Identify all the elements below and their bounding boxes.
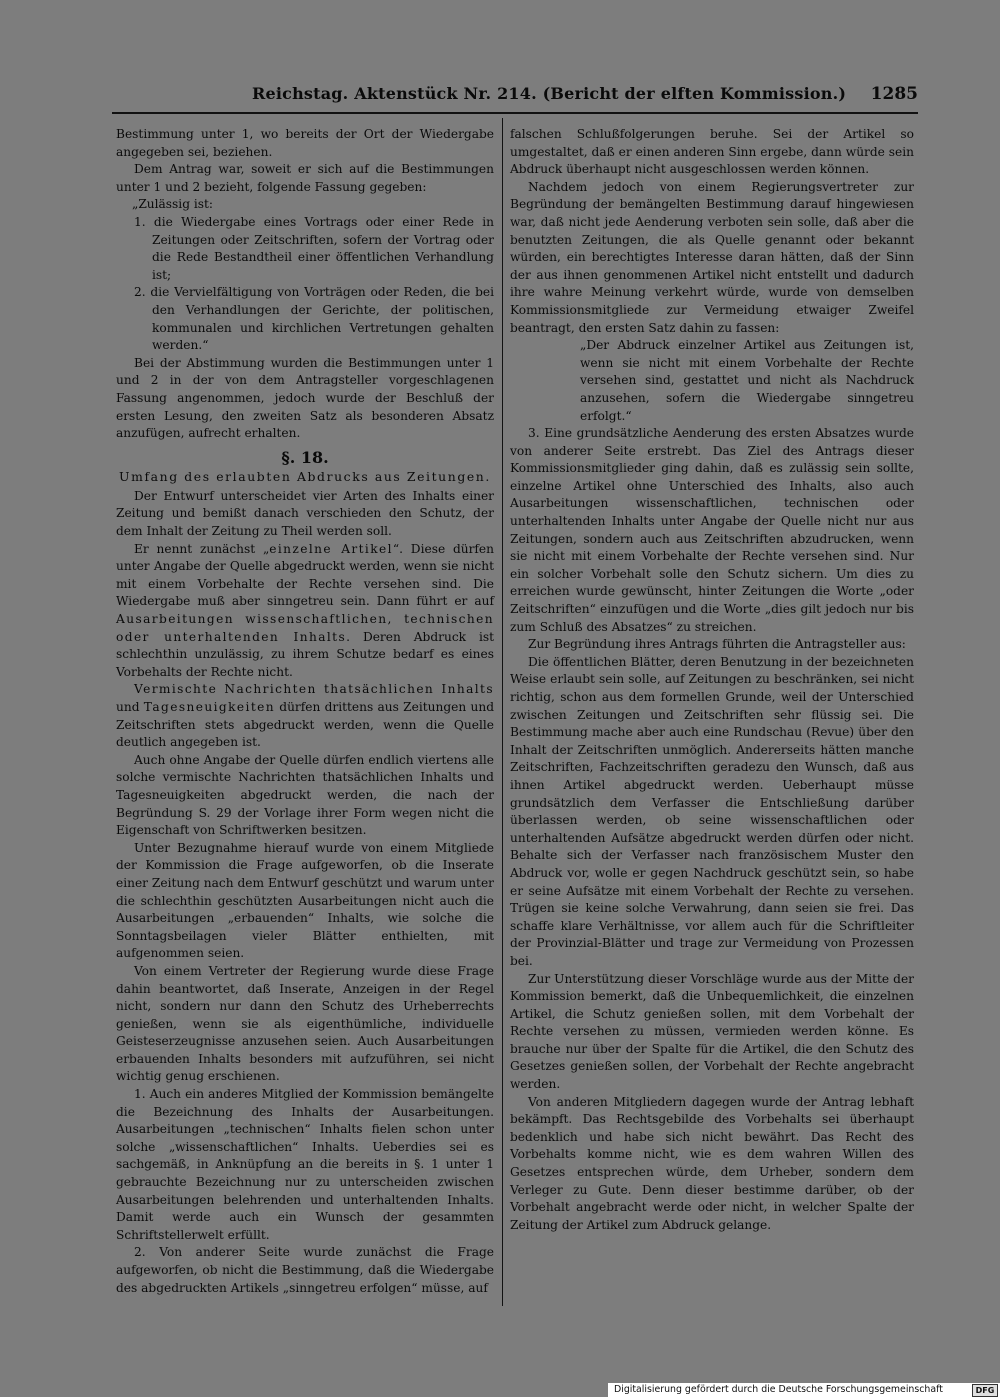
paragraph: 2. Von anderer Seite wurde zunächst die Frage aufgeworfen, ob nicht die Bestimmung, daß die Wiedergabe des abgedruckten Artikels „sinngetreu erfolgen“ müsse, auf <box>116 1245 494 1295</box>
paragraph: Der Entwurf unterscheidet vier Arten des Inhalts einer Zeitung und bemißt danach verschieden den Schutz, der dem Inhalt der Zeitung zu Theil werden soll. <box>116 488 494 539</box>
paragraph: Zur Begründung ihres Antrags führten die Antragsteller aus: <box>528 637 906 652</box>
paragraph: Dem Antrag war, soweit er sich auf die Bestimmungen unter 1 und 2 bezieht, folgende Fassung gegeben: <box>116 162 494 194</box>
header-rule <box>112 112 918 114</box>
paragraph: falschen Schlußfolgerungen beruhe. Sei der Artikel so umgestaltet, daß er einen anderen Sinn ergebe, dann würde sein Abdruck überhaupt nicht ausgeschlossen werden können. <box>510 127 914 177</box>
spaced-term: einzelne Artikel <box>269 541 393 556</box>
paragraph: Von anderen Mitgliedern dagegen wurde der Antrag lebhaft bekämpft. Das Rechtsgebilde des Vorbehalts sei überhaupt bedenklich und habe sich nicht bewährt. Das Recht des Vorbehalts komme nicht, wie es dem wahren Willen des Gesetzes entsprechen würde, dem Urheber, sondern dem Verleger zu Gute. Denn dieser bestimme darüber, ob der Vorbehalt angebracht werde oder nicht, in welcher Spalte der Zeitung der Artikel zum Abdruck gelange. <box>510 1094 914 1232</box>
text-run: . Deren Abdruck ist schlechthin unzulässig, zu ihrem Schutze bedarf es eines Vorbehalts der Rechte nicht. <box>116 629 494 679</box>
text-run: “. Diese dürfen unter Angabe der Quelle abgedruckt werden, wenn sie nicht mit einem Vorbehalte der Rechte versehen sind. Die Wiedergabe muß aber sinngetreu sein. Dann führt er auf <box>116 541 494 609</box>
paragraph: Auch ohne Angabe der Quelle dürfen endlich viertens alle solche vermischte Nachrichten thatsächlichen Inhalts und Tagesneuigkeiten abgedruckt werden, die nach der Begründung S. 29 der Vorlage ihrer Form wegen nicht die Eigenschaft von Schriftwerken besitzen. <box>116 752 494 838</box>
text-run: dürfen drittens aus Zeitungen und Zeitschriften stets abgedruckt werden, wenn die Quelle deutlich angegeben ist. <box>116 700 495 750</box>
quote-item: 1. die Wiedergabe eines Vortrags oder einer Rede in Zeitungen oder Zeitschriften, sofern der Vortrag oder die Rede Bestandtheil einer öffentlichen Verhandlung ist; <box>134 214 494 282</box>
paragraph <box>116 681 494 751</box>
dfg-logo-icon: DFG <box>972 1384 998 1397</box>
section-subtitle: Umfang des erlaubten Abdrucks aus Zeitungen. <box>119 469 491 485</box>
quote-item: 2. die Vervielfältigung von Vorträgen oder Reden, die bei den Verhandlungen der Gerichte, der politischen, kommunalen und kirchlichen Vertretungen gehalten werden.“ <box>134 285 494 353</box>
text-run: Er nennt zunächst „ <box>134 541 270 556</box>
page-number: 1285 <box>870 84 918 104</box>
paragraph <box>116 541 494 682</box>
section-title: §. 18. <box>281 447 329 467</box>
paragraph: Bei der Abstimmung wurden die Bestimmungen unter 1 und 2 in der von dem Antragsteller vorgeschlagenen Fassung angenommen, jedoch wurde der Beschluß der ersten Lesung, den zweiten Satz als besonderen Absatz anzufügen, aufrecht erhalten. <box>116 355 494 441</box>
running-title: Reichstag. Aktenstück Nr. 214. (Bericht der elften Kommission.) <box>252 84 847 103</box>
paragraph: Von einem Vertreter der Regierung wurde diese Frage dahin beantwortet, daß Inserate, Anzeigen in der Regel nicht, sondern nur dann den Schutz des Urheberrechts genießen, wenn sie als eigenthümliche, individuelle Geisteserzeugnisse anzusehen seien. Auch Ausarbeitungen erbauenden Inhalts besonders mit aufzuführen, sei nicht wichtig genug erschienen. <box>116 963 494 1084</box>
column-divider <box>502 118 503 1306</box>
digitization-footer <box>608 1383 1000 1397</box>
quote-intro: „Zulässig ist: <box>132 197 214 212</box>
spaced-term: Ausarbeitungen wissenschaftlichen, technischen oder unterhaltenden Inhalts <box>116 612 494 644</box>
spaced-term: Vermischte Nachrichten thatsächlichen Inhalts <box>134 682 494 697</box>
paragraph: Nachdem jedoch von einem Regierungsvertreter zur Begründung der bemängelten Bestimmung darauf hingewiesen war, daß nicht jede Aenderung verboten sein solle, daß aber die benutzten Zeitungen, die als Quelle genannt oder bekannt würden, ein berechtigtes Interesse daran hätten, daß der Sinn der aus ihnen genommenen Artikel nicht entstellt und dadurch ihre wahre Meinung verkehrt würde, wurde von demselben Kommissionsmitgliede zur Vermeidung etwaiger Zweifel beantragt, den ersten Satz dahin zu fassen: <box>510 179 914 335</box>
paragraph: Bestimmung unter 1, wo bereits der Ort der Wiedergabe angegeben sei, beziehen. <box>116 127 494 159</box>
text-run: und <box>116 700 144 714</box>
left-column <box>116 126 494 1297</box>
running-header <box>112 84 918 106</box>
footer-credit: Digitalisierung gefördert durch die Deutsche Forschungsgemeinschaft <box>614 1384 943 1395</box>
paragraph: 3. Eine grundsätzliche Aenderung des ersten Absatzes wurde von anderer Seite erstrebt. Das Ziel des Antrags dieser Kommissionsmitglieder ging dahin, daß es zulässig sein sollte, einzelne Artikel ohne Unterschied des Inhalts, also auch Ausarbeitungen wissenschaftlichen, technischen oder unterhaltenden Inhalts unter Angabe der Quelle nicht nur aus Zeitungen, sondern auch aus Zeitschriften abzudrucken, wenn sie nicht mit einem Vorbehalte der Rechte versehen sind. Nur ein solcher Vorbehalt solle den Schutz sichern. Um dies zu erreichen wurde gewünscht, hinter Zeitungen die Worte „oder Zeitschriften“ einzufügen und die Worte „dies gilt jedoch nur bis zum Schluß des Absatzes“ zu streichen. <box>510 426 914 634</box>
quoted-proposal: „Der Abdruck einzelner Artikel aus Zeitungen ist, wenn sie nicht mit einem Vorbehalte der Rechte versehen sind, gestattet und nicht als Nachdruck anzusehen, sofern die Wiedergabe sinngetreu erfolgt.“ <box>580 338 914 423</box>
paragraph: Unter Bezugnahme hierauf wurde von einem Mitgliede der Kommission die Frage aufgeworfen, ob die Inserate einer Zeitung nach dem Entwurf geschützt und warum unter die schlechthin geschützten Ausarbeitungen nicht auch die Ausarbeitungen „erbauenden“ Inhalts, wie solche die Sonntagsbeilagen vieler Blätter enthielten, mit aufgenommen seien. <box>116 840 494 961</box>
spaced-term: Tagesneuigkeiten <box>143 700 275 714</box>
right-column <box>510 126 914 1234</box>
paragraph: 1. Auch ein anderes Mitglied der Kommission bemängelte die Bezeichnung des Inhalts der Ausarbeitungen. Ausarbeitungen „technischen“ Inhalts fielen schon unter solche „wissenschaftlichen“ Inhalts. Ueberdies sei es sachgemäß, in Anknüpfung an die bereits in §. 1 unter 1 gebrauchte Bezeichnung nur zu unterscheiden zwischen Ausarbeitungen belehrenden und unterhaltenden Inhalts. Damit werde auch ein Wunsch der gesammten Schriftstellerwelt erfüllt. <box>116 1087 494 1242</box>
paragraph: Zur Unterstützung dieser Vorschläge wurde aus der Mitte der Kommission bemerkt, daß die Unbequemlichkeit, die einzelnen Artikel, die Schutz genießen sollen, mit dem Vorbehalt der Rechte versehen zu müssen, vermieden werden könne. Es brauche nur über der Spalte für die Artikel, die den Schutz des Gesetzes genießen sollen, der Vorbehalt der Rechte angebracht werden. <box>510 971 914 1092</box>
paragraph: Die öffentlichen Blätter, deren Benutzung in der bezeichneten Weise erlaubt sein solle, auf Zeitungen zu beschränken, sei nicht richtig, schon aus dem formellen Grunde, weil der Unterschied zwischen Zeitungen und Zeitschriften sehr flüssig sei. Die Bestimmung mache aber auch eine Rundschau (Revue) über den Inhalt der Zeitschriften unmöglich. Andererseits hätten manche Zeitschriften, Fachzeitschriften geradezu den Wunsch, daß aus ihnen Artikel abgedruckt werden. Ueberhaupt müsse grundsätzlich dem Verfasser die Entschließung darüber überlassen werden, ob seine wissenschaftlichen oder unterhaltenden Aufsätze abgedruckt werden dürfen oder nicht. Behalte sich der Verfasser nach französischem Muster den Abdruck vor, wolle er gegen Nachdruck geschützt sein, so habe er seine Aufsätze mit einem Vorbehalt der Rechte zu versehen. Trügen sie keine solche Verwahrung, dann seien sie frei. Das schaffe klare Verhältnisse, vor allem auch für die Schriftleiter der Provinzial-Blätter und trage zur Vermeidung von Prozessen bei. <box>510 654 914 968</box>
